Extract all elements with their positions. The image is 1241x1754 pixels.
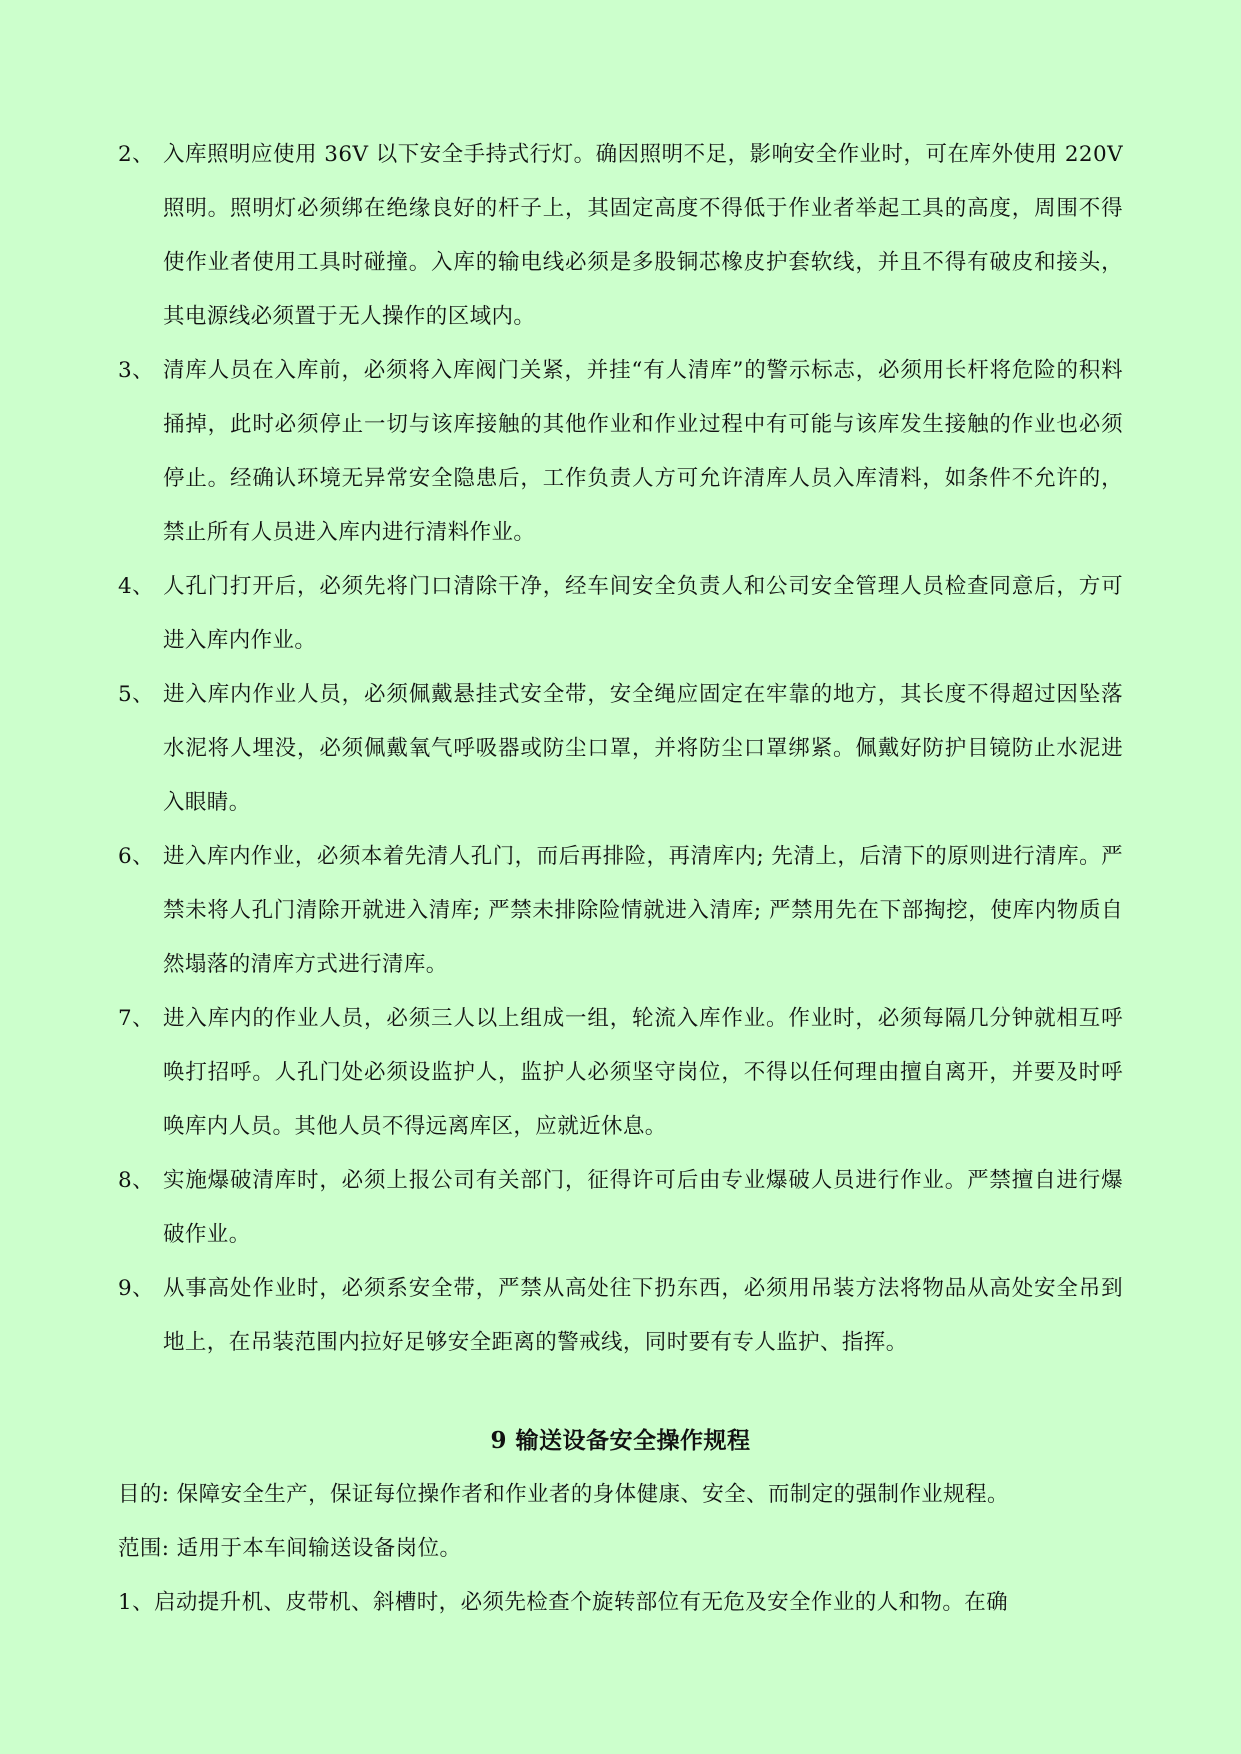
- list-item: [118, 128, 1123, 344]
- list-item: [118, 1262, 1123, 1370]
- item-text: 进入库内作业，必须本着先清人孔门，而后再排险，再清库内; 先清上，后清下的原则进行清库。严禁未将人孔门清除开就进入清库; 严禁未排除险情就进入清库; 严禁用先在下部掏挖，使库内物质自然塌落的清库方式进行清库。: [163, 844, 1123, 977]
- section-heading: 9 输送设备安全操作规程: [490, 1427, 751, 1454]
- list-item: [118, 992, 1123, 1154]
- item-text: 进入库内作业人员，必须佩戴悬挂式安全带，安全绳应固定在牢靠的地方，其长度不得超过因坠落水泥将人埋没，必须佩戴氧气呼吸器或防尘口罩，并将防尘口罩绑紧。佩戴好防护目镜防止水泥进入眼睛。: [163, 682, 1123, 815]
- item-number: 8、: [118, 1168, 154, 1193]
- list-item: [118, 344, 1123, 560]
- item-number: 5、: [118, 682, 154, 707]
- item-number: 3、: [118, 358, 154, 383]
- list-item: [118, 560, 1123, 668]
- item-text: 实施爆破清库时，必须上报公司有关部门，征得许可后由专业爆破人员进行作业。严禁擅自进行爆破作业。: [163, 1168, 1123, 1247]
- rules-list: [118, 128, 1123, 1370]
- item-number: 7、: [118, 1006, 154, 1031]
- first-item-line: 1、启动提升机、皮带机、斜槽时，必须先检查个旋转部位有无危及安全作业的人和物。在确: [118, 1590, 1009, 1615]
- item-number: 2、: [118, 142, 154, 167]
- list-item: [118, 1154, 1123, 1262]
- list-item: [118, 668, 1123, 830]
- item-text: 入库照明应使用 36V 以下安全手持式行灯。确因照明不足，影响安全作业时，可在库外使用 220V 照明。照明灯必须绑在绝缘良好的杆子上，其固定高度不得低于作业者举起工具的高度，周围不得使作业者使用工具时碰撞。入库的输电线必须是多股铜芯橡皮护套软线，并且不得有破皮和接头，其电源线必须置于无人操作的区域内。: [163, 142, 1123, 329]
- purpose-line: 目的: 保障安全生产，保证每位操作者和作业者的身体健康、安全、而制定的强制作业规程。: [118, 1482, 1009, 1507]
- item-text: 从事高处作业时，必须系安全带，严禁从高处往下扔东西，必须用吊装方法将物品从高处安全吊到地上，在吊装范围内拉好足够安全距离的警戒线，同时要有专人监护、指挥。: [163, 1276, 1123, 1355]
- item-text: 清库人员在入库前，必须将入库阀门关紧，并挂“有人清库”的警示标志，必须用长杆将危险的积料捅掉，此时必须停止一切与该库接触的其他作业和作业过程中有可能与该库发生接触的作业也必须停止。经确认环境无异常安全隐患后，工作负责人方可允许清库人员入库清料，如条件不允许的，禁止所有人员进入库内进行清料作业。: [163, 358, 1123, 545]
- item-text: 进入库内的作业人员，必须三人以上组成一组，轮流入库作业。作业时，必须每隔几分钟就相互呼唤打招呼。人孔门处必须设监护人，监护人必须坚守岗位，不得以任何理由擅自离开，并要及时呼唤库内人员。其他人员不得远离库区，应就近休息。: [163, 1006, 1123, 1139]
- item-number: 9、: [118, 1276, 154, 1301]
- scope-line: 范围: 适用于本车间输送设备岗位。: [118, 1536, 462, 1561]
- item-text: 人孔门打开后，必须先将门口清除干净，经车间安全负责人和公司安全管理人员检查同意后，方可进入库内作业。: [163, 574, 1123, 653]
- item-number: 6、: [118, 844, 154, 869]
- item-number: 4、: [118, 574, 154, 599]
- list-item: [118, 830, 1123, 992]
